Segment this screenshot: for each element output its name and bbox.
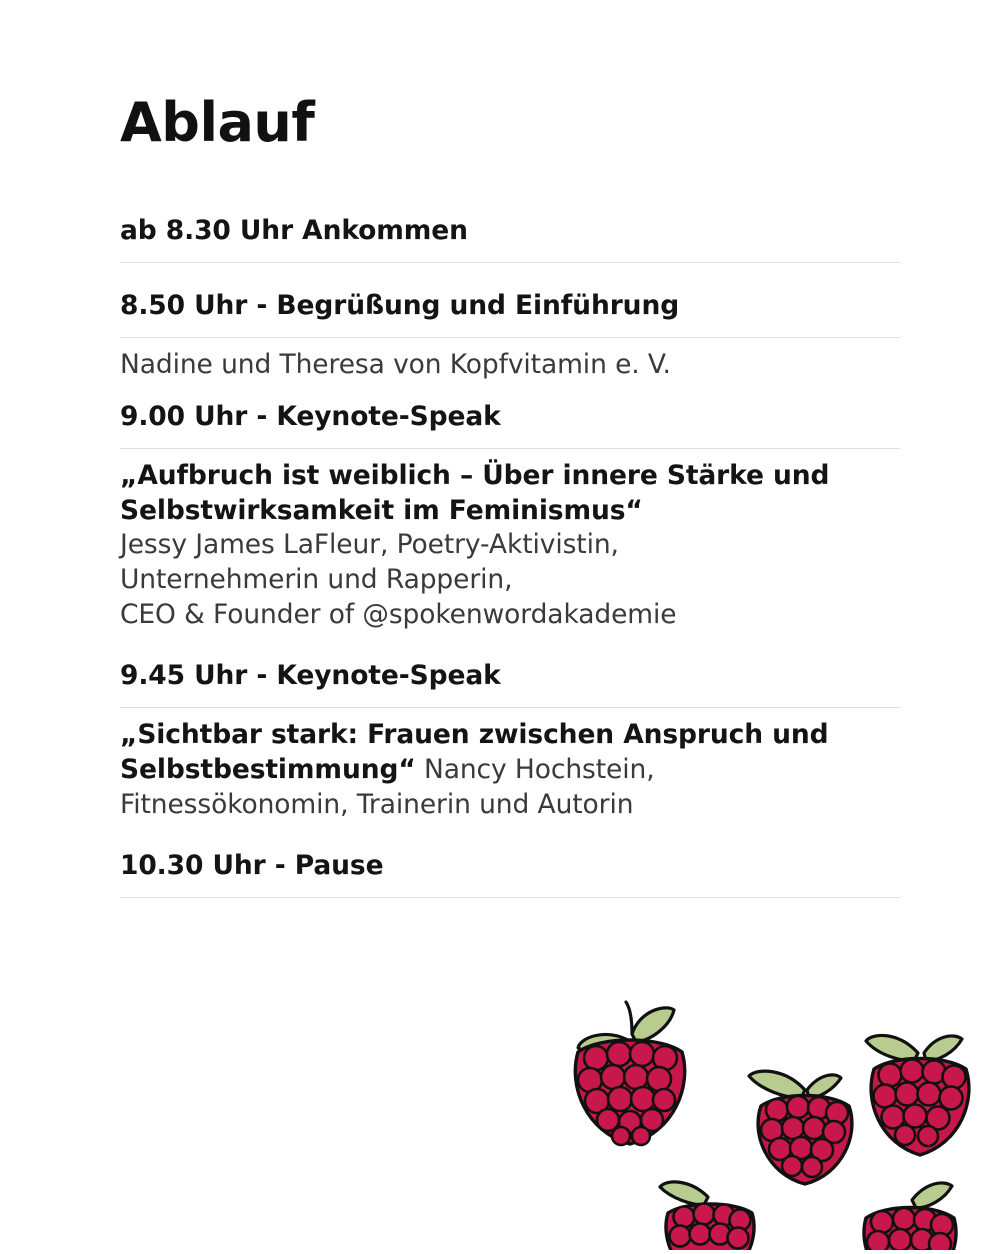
spacer — [120, 633, 900, 659]
page-title: Ablauf — [120, 91, 315, 154]
entry-speaker-line: Jessy James LaFleur, Poetry-Aktivistin, — [120, 529, 619, 561]
schedule-entry-keynote-2 — [120, 659, 900, 823]
schedule-entry-keynote-1 — [120, 400, 900, 633]
entry-time-heading: 9.45 Uhr - Keynote-Speak — [120, 660, 501, 692]
entry-talk-title: „Aufbruch ist weiblich – Über innere Stärke und Selbstwirksamkeit im Feminismus“ — [120, 460, 830, 526]
spacer — [120, 263, 900, 289]
entry-speaker-inline: Nancy Hochstein, — [415, 754, 655, 786]
entry-description: Nadine und Theresa von Kopfvitamin e. V. — [120, 348, 671, 380]
spacer — [120, 382, 900, 400]
entry-speaker-line: Fitnessökonomin, Trainerin und Autorin — [120, 789, 634, 820]
raspberry-icon — [560, 990, 1000, 1250]
entry-talk-title: „Sichtbar stark: Frauen zwischen Anspruch und Selbstbestimmung“ — [120, 719, 829, 786]
entry-speaker-line: Unternehmerin und Rapperin, — [120, 564, 513, 596]
entry-speaker-line: CEO & Founder of @spokenwordakademie — [120, 599, 677, 631]
entry-time-heading: 10.30 Uhr - Pause — [120, 849, 384, 881]
schedule-entry-pause — [120, 849, 900, 898]
entry-divider — [120, 897, 900, 898]
entry-time-heading: 9.00 Uhr - Keynote-Speak — [120, 401, 501, 433]
schedule-entry-begruessung — [120, 289, 900, 383]
entry-time-heading: ab 8.30 Uhr Ankommen — [120, 214, 468, 246]
document-content — [120, 0, 900, 898]
spacer — [120, 823, 900, 849]
schedule-list — [120, 214, 900, 898]
raspberry-illustration — [560, 990, 1000, 1250]
schedule-entry-ankommen — [120, 214, 900, 263]
spacer — [120, 708, 900, 718]
spacer — [120, 338, 900, 348]
entry-talk-title-with-speaker — [120, 718, 900, 788]
entry-time-heading: 8.50 Uhr - Begrüßung und Einführung — [120, 289, 680, 321]
spacer — [120, 449, 900, 459]
